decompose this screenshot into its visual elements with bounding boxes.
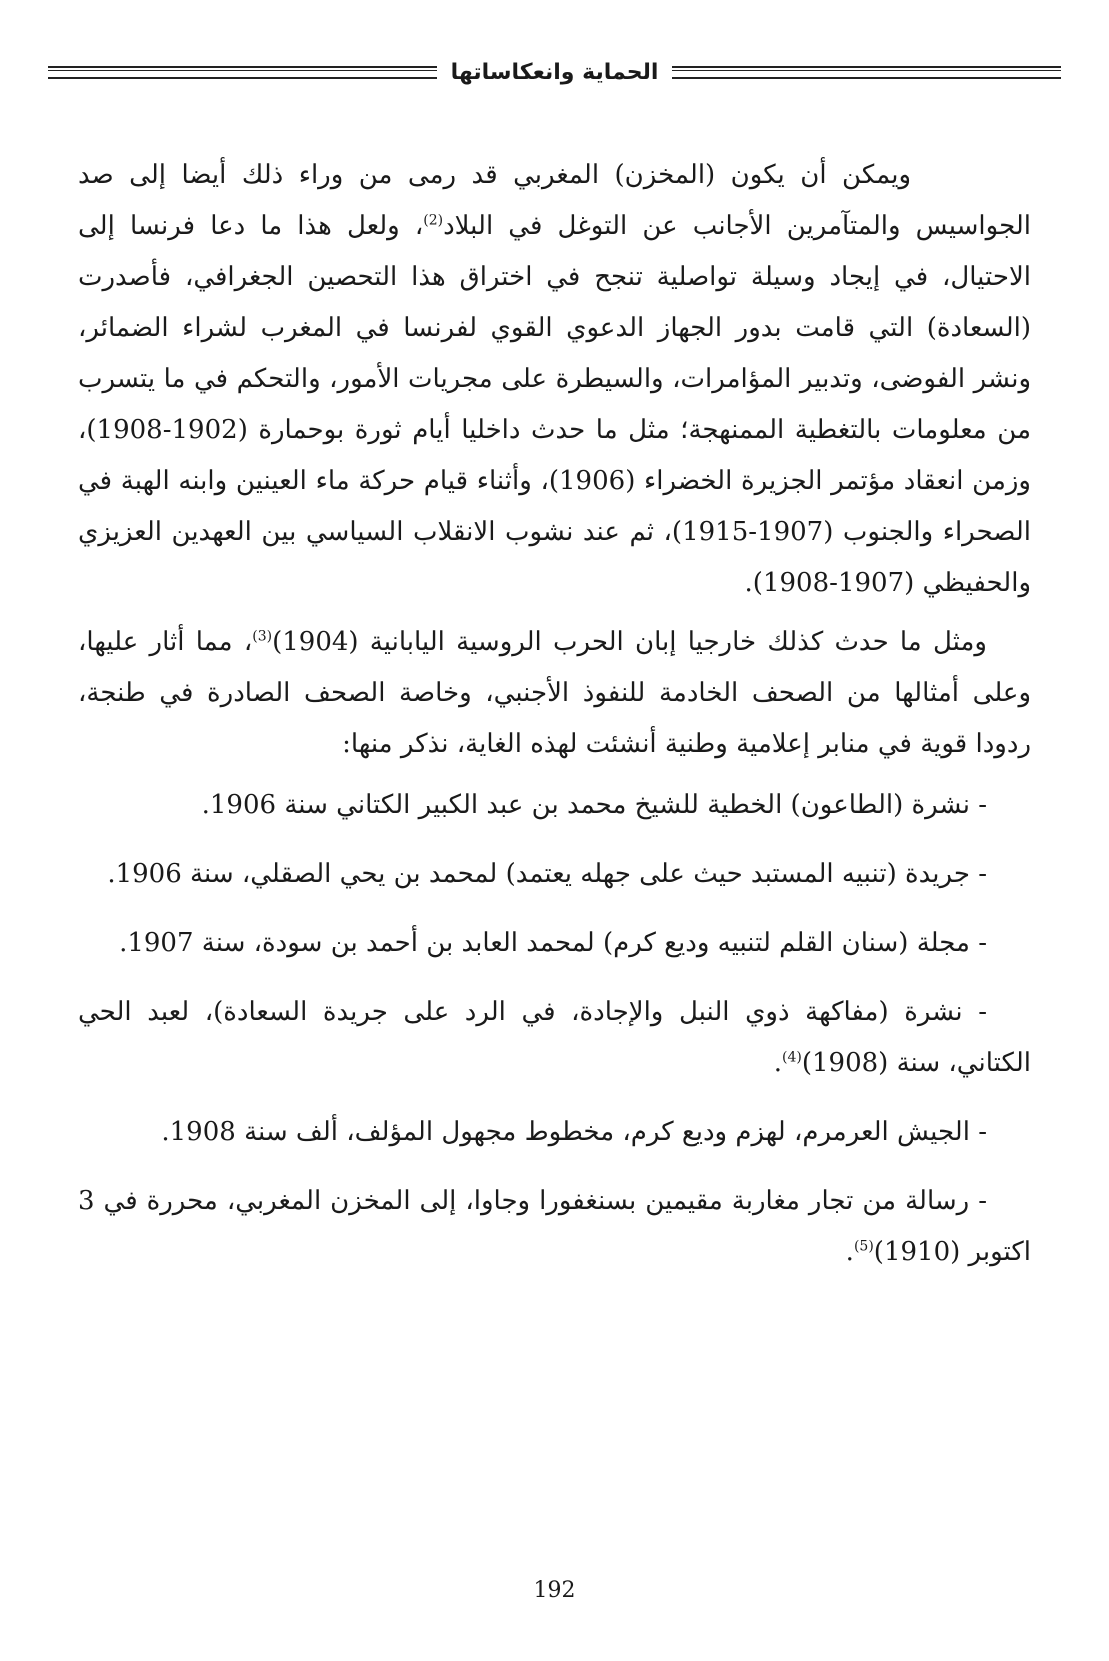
footnote-marker: (3) xyxy=(252,628,273,645)
list-item-text: - نشرة (الطاعون) الخطية للشيخ محمد بن عبد الكبير الكتاني سنة 1906. xyxy=(201,790,987,820)
header-rule-right xyxy=(672,66,1061,79)
paragraph-text: ومثل ما حدث كذلك خارجيا إبان الحرب الروسية اليابانية (1904) xyxy=(272,627,987,657)
running-header xyxy=(48,52,1061,92)
footnote-marker: (5) xyxy=(853,1238,874,1255)
list-item xyxy=(78,1176,1031,1278)
footnote-marker: (4) xyxy=(781,1049,802,1066)
list-item-text: - نشرة (مفاكهة ذوي النبل والإجادة، في الرد على جريدة السعادة)، لعبد الحي الكتاني، سنة (1908) xyxy=(78,997,1031,1078)
list-item-text: - الجيش العرمرم، لهزم وديع كرم، مخطوط مجهول المؤلف، ألف سنة 1908. xyxy=(161,1117,987,1147)
paragraph-text: ، مما أثار عليها، وعلى أمثالها من الصحف الخادمة للنفوذ الأجنبي، وخاصة الصحف الصادرة في طنجة، ردودا قوية في منابر إعلامية وطنية أنشئت لهذه الغاية، نذكر منها: xyxy=(78,627,1031,759)
list-item xyxy=(78,918,1031,969)
list-item-text: . xyxy=(773,1048,782,1078)
body-text xyxy=(78,150,1031,1296)
paragraph-text: ، ولعل هذا ما دعا فرنسا إلى الاحتيال، في إيجاد وسيلة تواصلية تنجح في اختراق هذا التحصين الجغرافي، فأصدرت (السعادة) التي قامت بدور الجهاز الدعوي القوي لفرنسا في المغرب لشراء الضمائر، ونشر الفوضى، وتدبير المؤامرات، والسيطرة على مجريات الأمور، والتحكم في ما يتسرب من معلومات بالتغطية الممنهجة؛ مثل ما حدث داخليا أيام ثورة بوحمارة (1902-1908)، وزمن انعقاد مؤتمر الجزيرة الخضراء (1906)، وأثناء قيام حركة ماء العينين وابنه الهبة في الصحراء والجنوب (1907-1915)، ثم عند نشوب الانقلاب السياسي بين العهدين العزيزي والحفيظي (1907-1908). xyxy=(78,211,1031,598)
list-item-text: . xyxy=(845,1237,854,1267)
list-item xyxy=(78,849,1031,900)
paragraph-text: ويمكن أن يكون (المخزن) المغربي قد رمى من وراء ذلك أيضا إلى صد الجواسيس والمتآمرين الأجانب عن التوغل في البلاد xyxy=(78,160,1032,241)
paragraph-2 xyxy=(78,617,1031,770)
list-item-text: - مجلة (سنان القلم لتنبيه وديع كرم) لمحمد العابد بن أحمد بن سودة، سنة 1907. xyxy=(119,928,987,958)
paragraph-1 xyxy=(78,150,1031,609)
footnote-marker: (2) xyxy=(423,212,444,229)
list-item-text: - رسالة من تجار مغاربة مقيمين بسنغفورا وجاوا، إلى المخزن المغربي، محررة في 3 اكتوبر (1910) xyxy=(78,1186,1031,1267)
list-item xyxy=(78,1107,1031,1158)
header-title: الحماية وانعكاساتها xyxy=(450,59,659,85)
list-item xyxy=(78,780,1031,831)
list-item xyxy=(78,987,1031,1089)
publication-list xyxy=(78,780,1031,1278)
list-item-text: - جريدة (تنبيه المستبد حيث على جهله يعتمد) لمحمد بن يحي الصقلي، سنة 1906. xyxy=(107,859,987,889)
page-number: 192 xyxy=(533,1578,576,1603)
header-rule-left xyxy=(48,66,437,79)
